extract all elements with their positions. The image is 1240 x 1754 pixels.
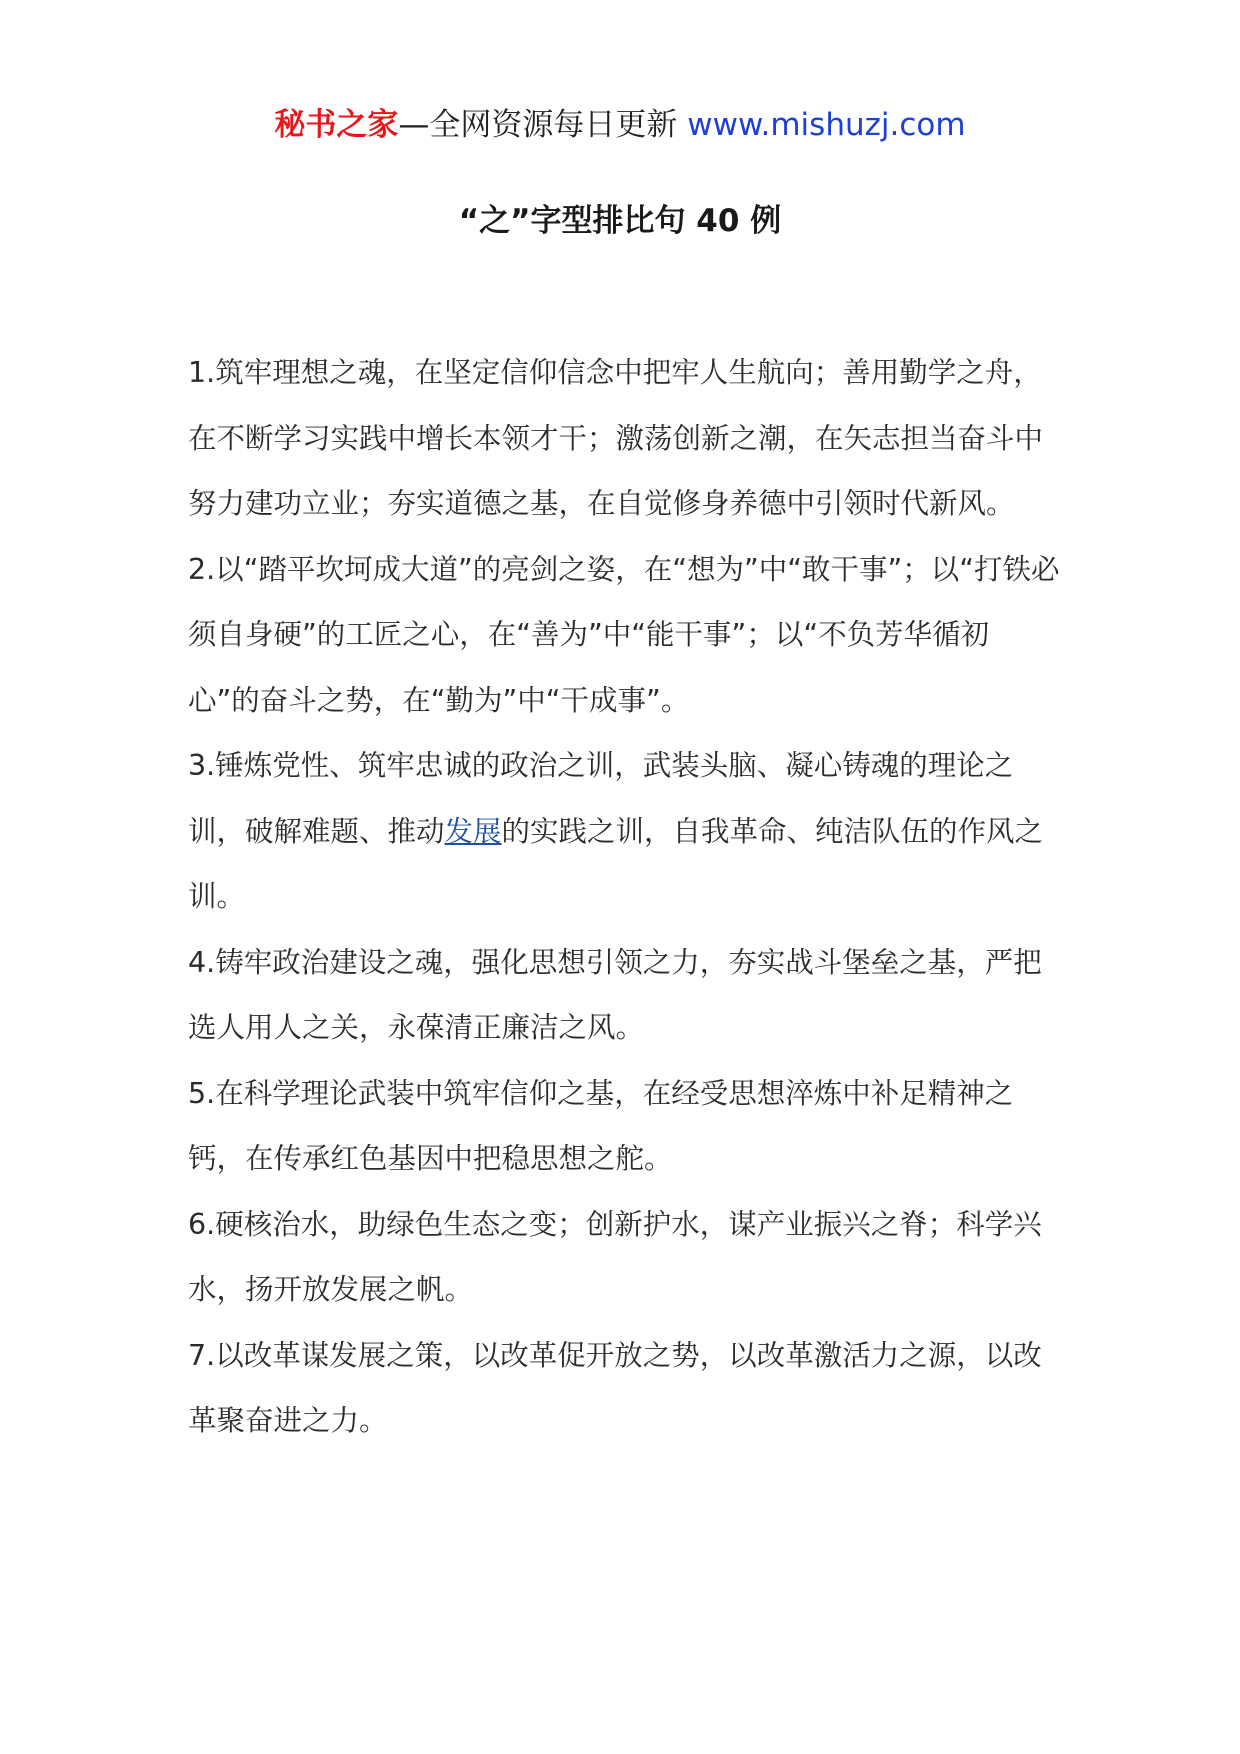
paragraph-item: 6.硬核治水，助绿色生态之变；创新护水，谋产业振兴之脊；科学兴水，扬开放发展之帆。	[188, 1207, 1042, 1306]
header-tagline: —全网资源每日更新	[398, 107, 688, 143]
document-body	[188, 340, 1060, 1454]
paragraph-item: 1.筑牢理想之魂，在坚定信仰信念中把牢人生航向；善用勤学之舟，在不断学习实践中增长本领才干；激荡创新之潮，在矢志担当奋斗中努力建功立业；夯实道德之基，在自觉修身养德中引领时代新风。	[188, 356, 1044, 520]
paragraph-item: 7.以改革谋发展之策，以改革促开放之势，以改革激活力之源，以改革聚奋进之力。	[188, 1338, 1042, 1437]
site-url[interactable]: www.mishuzj.com	[687, 107, 966, 143]
document-title: “之”字型排比句 40 例	[458, 203, 782, 239]
paragraph-item: 5.在科学理论武装中筑牢信仰之基，在经受思想淬炼中补足精神之钙，在传承红色基因中把稳思想之舵。	[188, 1076, 1014, 1175]
paragraph-item	[188, 733, 1060, 930]
development-link[interactable]: 发展	[444, 814, 502, 848]
paragraph-text: 3.锤炼党性、筑牢忠诚的政治之训，武装头脑、凝心铸魂的理论之训，破解难题、推动	[188, 749, 1014, 848]
paragraph-text: 的实践之训，自我革命、纯洁队伍的作风之训。	[188, 814, 1044, 913]
brand-name: 秘书之家	[274, 107, 399, 143]
site-header	[0, 102, 1240, 148]
paragraph-item: 2.以“踏平坎坷成大道”的亮剑之姿，在“想为”中“敢干事”；以“打铁必须自身硬”的工匠之心，在“善为”中“能干事”；以“不负芳华循初心”的奋斗之势，在“勤为”中“干成事”。	[188, 552, 1060, 717]
paragraph-item: 4.铸牢政治建设之魂，强化思想引领之力，夯实战斗堡垒之基，严把选人用人之关，永葆清正廉洁之风。	[188, 945, 1042, 1044]
